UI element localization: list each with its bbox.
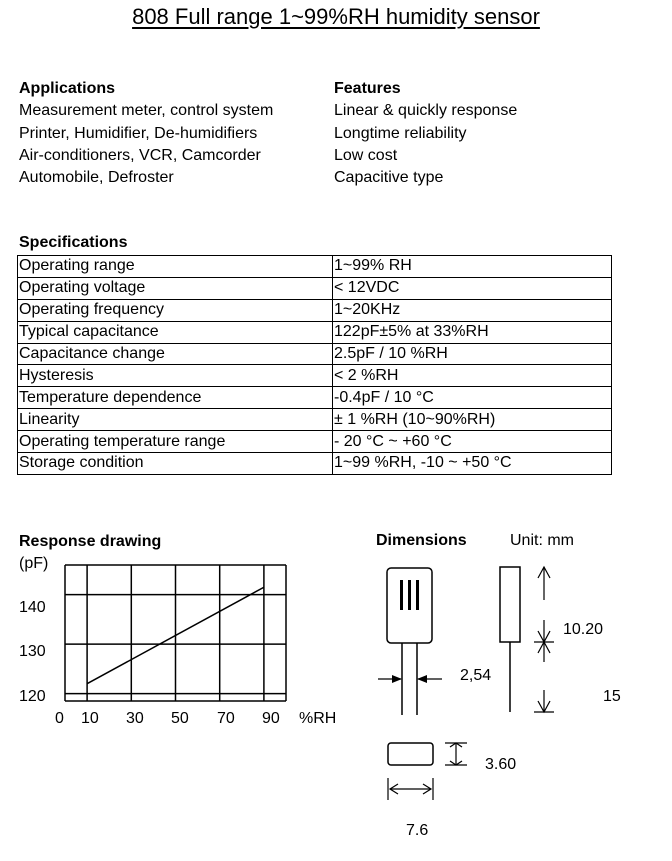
applications-heading: Applications	[19, 80, 116, 97]
spec-value: 1~99 %RH, -10 ~ +50 °C	[333, 453, 612, 475]
spec-key: Hysteresis	[18, 365, 333, 387]
spec-value: 1~99% RH	[333, 256, 612, 278]
thickness-dimension-label: 3.60	[485, 756, 517, 773]
x-tick-label: 10	[81, 710, 99, 727]
application-item: Automobile, Defroster	[19, 169, 174, 187]
feature-item: Linear & quickly response	[334, 102, 518, 120]
specifications-heading: Specifications	[19, 234, 128, 251]
spec-key: Operating frequency	[18, 299, 333, 321]
application-item: Air-conditioners, VCR, Camcorder	[19, 146, 261, 164]
x-axis-unit-label: %RH	[299, 710, 337, 727]
spec-key: Operating temperature range	[18, 431, 333, 453]
lead-dimension-label: 15	[603, 688, 621, 705]
x-tick-label: 30	[126, 710, 144, 727]
x-tick-label: 50	[171, 710, 189, 727]
sensor-marking	[400, 580, 403, 610]
application-item: Measurement meter, control system	[19, 102, 274, 120]
x-tick-label: 90	[262, 710, 280, 727]
sensor-body-side	[500, 567, 520, 642]
spec-key: Operating range	[18, 256, 333, 278]
feature-item: Capacitive type	[334, 169, 444, 187]
feature-item: Low cost	[334, 146, 398, 164]
application-item: Printer, Humidifier, De-humidifiers	[19, 124, 258, 142]
spec-value: < 2 %RH	[333, 365, 612, 387]
y-tick-label: 130	[19, 643, 46, 660]
spec-value: < 12VDC	[333, 277, 612, 299]
spec-key: Temperature dependence	[18, 387, 333, 409]
response-heading: Response drawing	[19, 533, 162, 550]
spec-key: Linearity	[18, 409, 333, 431]
dimensions-unit-label: Unit: mm	[510, 532, 574, 549]
pitch-dimension-label: 2,54	[460, 667, 492, 684]
y-tick-label: 120	[19, 688, 46, 705]
y-axis-unit-label: (pF)	[19, 555, 49, 572]
spec-value: ± 1 %RH (10~90%RH)	[333, 409, 612, 431]
spec-key: Typical capacitance	[18, 321, 333, 343]
spec-value: 2.5pF / 10 %RH	[333, 343, 612, 365]
spec-key: Capacitance change	[18, 343, 333, 365]
page-title: 808 Full range 1~99%RH humidity sensor	[132, 4, 540, 29]
spec-value: -0.4pF / 10 °C	[333, 387, 612, 409]
dimensions-heading: Dimensions	[376, 532, 467, 549]
features-heading: Features	[334, 80, 401, 97]
sensor-body-top	[388, 743, 433, 765]
spec-key: Operating voltage	[18, 277, 333, 299]
y-tick-label: 140	[19, 599, 46, 616]
height-dimension-label: 10.20	[563, 621, 604, 638]
spec-value: 1~20KHz	[333, 299, 612, 321]
x-tick-label: 70	[217, 710, 235, 727]
feature-item: Longtime reliability	[334, 124, 467, 142]
width-dimension-label: 7.6	[406, 822, 429, 839]
x-tick-label: 0	[55, 710, 64, 727]
spec-key: Storage condition	[18, 453, 333, 475]
sensor-marking	[408, 580, 411, 610]
spec-value: - 20 °C ~ +60 °C	[333, 431, 612, 453]
sensor-marking	[416, 580, 419, 610]
spec-value: 122pF±5% at 33%RH	[333, 321, 612, 343]
